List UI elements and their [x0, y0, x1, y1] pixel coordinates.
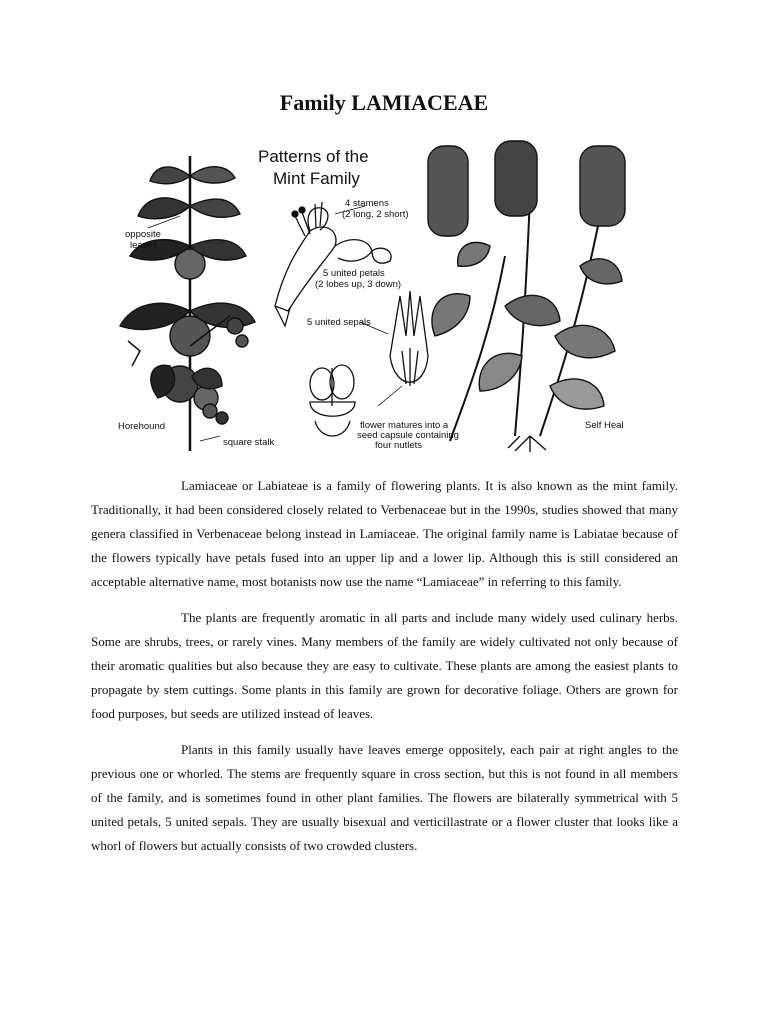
horehound-drawing — [120, 156, 255, 451]
mint-flower-drawing — [275, 202, 391, 326]
figure-title-line-1: Patterns of the — [258, 147, 369, 166]
nutlets-drawing — [310, 365, 355, 436]
label-capsule-1: flower matures into a — [360, 420, 449, 431]
self-heal-drawing — [428, 141, 625, 452]
label-petals-2: (2 lobes up, 3 down) — [315, 279, 402, 290]
label-self-heal: Self Heal — [585, 420, 624, 431]
mint-family-illustration — [110, 136, 660, 454]
paragraph-morphology: Plants in this family usually have leaves emerge oppositely, each pair at right angles to the previous one or whorled. The stems are frequently square in cross section, but this is not found in all members of the family, and is sometimes found in other plant families. The flowers are bilaterally symmetrical with 5 united petals, 5 united sepals. They are usually bisexual and verticillastrate or a flower cluster that looks like a whorl of flowers but actually consists of two crowded clusters. — [91, 742, 678, 853]
label-square-stalk: square stalk — [223, 437, 275, 448]
body-text — [91, 474, 678, 870]
label-opposite-leaves-1: opposite — [125, 229, 161, 240]
figure-title-line-2: Mint Family — [273, 169, 360, 188]
label-sepals: 5 united sepals — [307, 317, 371, 328]
label-stamens-1: 4 stamens — [345, 198, 389, 209]
sepal-capsule-drawing — [390, 291, 428, 386]
label-capsule-3: four nutlets — [375, 440, 422, 451]
paragraph-uses: The plants are frequently aromatic in all parts and include many widely used culinary herbs. Some are shrubs, trees, or rarely vines. Many members of the family are widely cultivated not only because of their aromatic qualities but also because they are easy to cultivate. These plants are among the easiest plants to propagate by stem cuttings. Some plants in this family are grown for decorative foliage. Others are grown for food purposes, but seeds are utilized instead of leaves. — [91, 610, 678, 721]
label-stamens-2: (2 long, 2 short) — [342, 209, 409, 220]
label-opposite-leaves-2: leaves — [130, 240, 158, 251]
label-petals-1: 5 united petals — [323, 268, 385, 279]
label-capsule-2: seed capsule containing — [357, 430, 459, 441]
label-horehound: Horehound — [118, 421, 166, 432]
paragraph-intro: Lamiaceae or Labiateae is a family of flowering plants. It is also known as the mint family. Traditionally, it had been considered closely related to Verbenaceae but in the 1990s, studies showed that many genera classified in Verbenaceae belong instead in Lamiaceae. The original family name is Labiatae because of the flowers typically have petals fused into an upper lip and a lower lip. Although this is still considered an acceptable alternative name, most botanists now use the name “Lamiaceae” in referring to this family. — [91, 478, 678, 589]
page-title: Family LAMIACEAE — [279, 90, 489, 115]
